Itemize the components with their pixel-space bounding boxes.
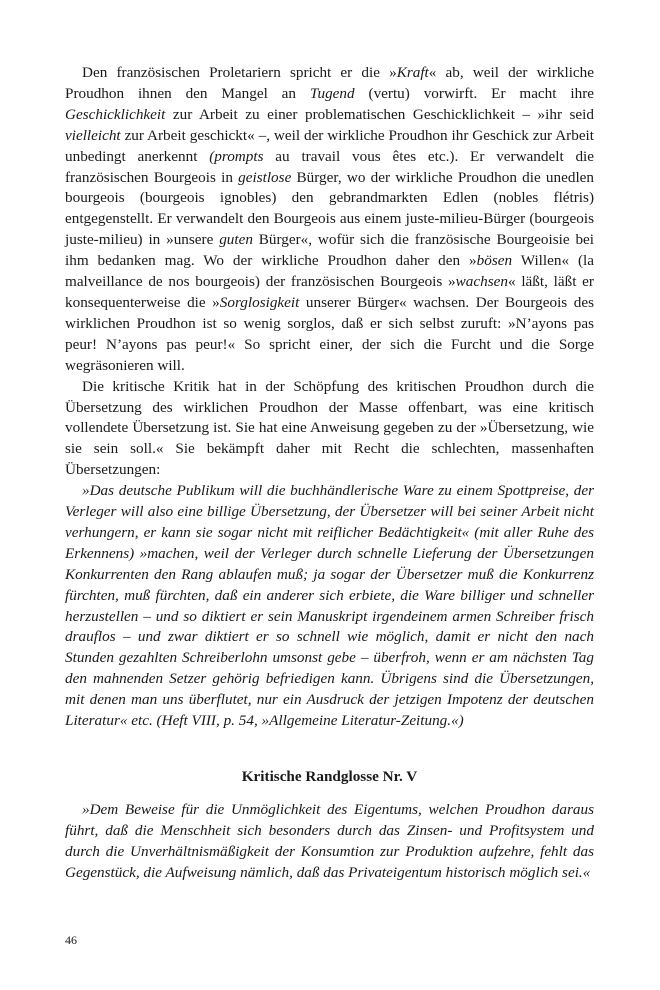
text-span: Den französischen Proletariern spricht er die » — [82, 64, 397, 81]
section-heading: Kritische Randglosse Nr. V — [241, 768, 418, 785]
quote-translation-critique: »Das deutsche Publikum will die buchhändlerische Ware zu einem Spottpreise, der Verleger will also eine billige Übersetzung, der Übersetzer will bei seiner Arbeit nicht verhungern, er kann sie sogar nicht mit reiflicher Bedächtigkeit« (mit aller Ruhe des Erkennens) »machen, weil der Verleger durch schnelle Lieferung der Übersetzungen Konkurrenten den Rang ablaufen muß; ja sogar der Übersetzer muß die Konkurrenz fürchten, muß fürchten, daß ein anderer sich erbiete, die Ware billiger und schneller herzustellen – und so diktiert er sein Manuskript irgendeinem armen Schreiber frisch drauflos – und zwar diktiert er so schnell wie möglich, damit er nicht den nach Stunden gezahlten Schreiberlohn umsonst gebe – überfroh, wenn er am nächsten Tag den mahnenden Setzer gehörig befriedigen kann. Übrigens sind die Übersetzungen, mit denen man uns überflutet, nur ein Ausdruck der jetzigen Impotenz der deutschen Literatur« etc. (Heft VIII, p. 54, »Allgemeine Literatur-Zeitung.«) — [65, 482, 594, 730]
text-span: zur Arbeit zu einer problematischen Geschicklichkeit – »ihr seid — [165, 105, 594, 123]
emphasis: Tugend — [309, 84, 355, 102]
text-span: « ab, weil der wirkliche Proudhon ihnen den Mangel an — [65, 64, 594, 102]
paragraph-proletarians — [65, 63, 594, 377]
text-span: Willen« (la malveillance de nos bourgeois) der französischen Bourgeois » — [65, 252, 594, 291]
emphasis: wachsen — [455, 273, 508, 291]
emphasis: (prompts — [209, 147, 264, 165]
emphasis: vielleicht — [65, 126, 121, 144]
emphasis: guten — [219, 231, 253, 249]
text-span: zur Arbeit geschickt« –, weil der wirkliche Proudhon ihr Geschick zur Arbeit unbedingt anerkennt — [65, 126, 594, 165]
text-span: (vertu) vorwirft. Er macht ihre — [354, 84, 594, 102]
text-span: « läßt, läßt er konsequenterweise die » — [65, 273, 594, 311]
emphasis: geistlose — [238, 168, 292, 186]
emphasis: Sorglosigkeit — [219, 293, 300, 311]
text-span: unserer Bürger« wachsen. Der Bourgeois des wirklichen Proudhon ist so wenig sorglos, daß er sich selbst zuruft: »N’ayons pas peur! N’ayons pas peur!« So spricht einer, der sich die Furcht und die Sorge wegräsonieren will. — [65, 293, 594, 374]
text-span: Bürger«, wofür sich die französische Bourgeoisie bei ihm bedanken mag. Wo der wirkliche Proudhon daher den » — [65, 231, 594, 270]
emphasis: Kraft — [396, 64, 429, 81]
page-body — [65, 63, 594, 884]
text-span: au travail vous êtes etc.). Er verwandelt die französischen Bourgeois in — [65, 147, 595, 186]
quote-property-proof: »Dem Beweise für die Unmöglichkeit des Eigentums, welchen Proudhon daraus führt, daß die Menschheit sich besonders durch das Zinsen- und Profitsystem und durch die Unverhältnismäßigkeit der Konsumtion zur Produktion aufzehre, fehlt das Gegenstück, die Aufweisung nämlich, daß das Privateigentum historisch möglich sei.« — [65, 801, 594, 881]
page-number: 46 — [65, 933, 77, 947]
emphasis: bösen — [476, 252, 513, 270]
emphasis: Geschicklichkeit — [65, 105, 166, 123]
paragraph-translation: Die kritische Kritik hat in der Schöpfung des kritischen Proudhon durch die Übersetzung des wirklichen Proudhon der Masse offenbart, was eine kritisch vollendete Übersetzung ist. Sie hat eine Anweisung gegeben zu der »Übersetzung, wie sie sein soll.« Sie bekämpft daher mit Recht die schlechten, massenhaften Übersetzungen: — [65, 377, 594, 479]
text-span: Bürger, wo der wirkliche Proudhon die unedlen bourgeois (bourgeois ignobles) den gebrandmarkten Edlen (nobles flétris) entgegenstellt. Er verwandelt den Bourgeois aus einem juste-milieu-Bürger (bourgeois juste-milieu) in »unsere — [65, 168, 595, 249]
